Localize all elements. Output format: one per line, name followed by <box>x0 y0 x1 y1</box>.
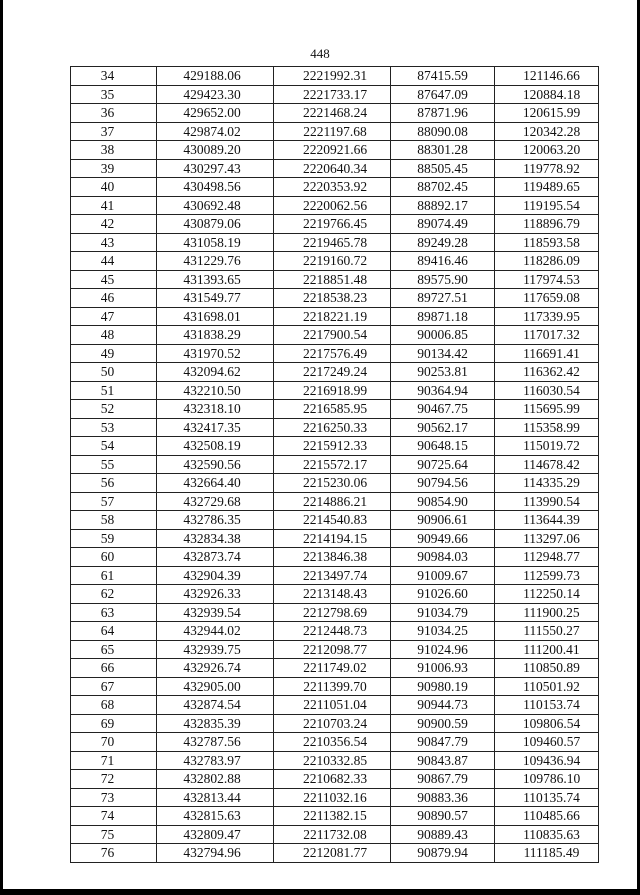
coordinate-table-body <box>71 67 599 863</box>
table-row <box>71 714 599 733</box>
value-b-cell: 120884.18 <box>495 85 599 104</box>
point-number-cell: 68 <box>71 696 157 715</box>
point-number-cell: 36 <box>71 104 157 123</box>
value-a-cell: 90890.57 <box>391 807 495 826</box>
value-a-cell: 90906.61 <box>391 511 495 530</box>
point-number-cell: 74 <box>71 807 157 826</box>
easting-cell: 432815.63 <box>157 807 274 826</box>
easting-cell: 431229.76 <box>157 252 274 271</box>
point-number-cell: 42 <box>71 215 157 234</box>
table-row <box>71 529 599 548</box>
value-a-cell: 90725.64 <box>391 455 495 474</box>
easting-cell: 432905.00 <box>157 677 274 696</box>
point-number-cell: 52 <box>71 400 157 419</box>
northing-cell: 2216918.99 <box>274 381 391 400</box>
easting-cell: 430692.48 <box>157 196 274 215</box>
point-number-cell: 43 <box>71 233 157 252</box>
northing-cell: 2212098.77 <box>274 640 391 659</box>
value-a-cell: 91009.67 <box>391 566 495 585</box>
table-row <box>71 696 599 715</box>
table-row <box>71 770 599 789</box>
value-b-cell: 109460.57 <box>495 733 599 752</box>
northing-cell: 2220640.34 <box>274 159 391 178</box>
table-row <box>71 566 599 585</box>
point-number-cell: 58 <box>71 511 157 530</box>
value-b-cell: 120063.20 <box>495 141 599 160</box>
value-b-cell: 114678.42 <box>495 455 599 474</box>
value-a-cell: 90364.94 <box>391 381 495 400</box>
value-b-cell: 111200.41 <box>495 640 599 659</box>
easting-cell: 432787.56 <box>157 733 274 752</box>
value-a-cell: 90843.87 <box>391 751 495 770</box>
table-row <box>71 677 599 696</box>
table-row <box>71 159 599 178</box>
easting-cell: 432664.40 <box>157 474 274 493</box>
point-number-cell: 71 <box>71 751 157 770</box>
value-a-cell: 90648.15 <box>391 437 495 456</box>
easting-cell: 431393.65 <box>157 270 274 289</box>
point-number-cell: 69 <box>71 714 157 733</box>
table-row <box>71 788 599 807</box>
value-b-cell: 112599.73 <box>495 566 599 585</box>
point-number-cell: 64 <box>71 622 157 641</box>
table-row <box>71 844 599 863</box>
easting-cell: 432874.54 <box>157 696 274 715</box>
northing-cell: 2213148.43 <box>274 585 391 604</box>
easting-cell: 432926.33 <box>157 585 274 604</box>
table-row <box>71 437 599 456</box>
northing-cell: 2210703.24 <box>274 714 391 733</box>
northing-cell: 2214886.21 <box>274 492 391 511</box>
table-row <box>71 307 599 326</box>
table-row <box>71 104 599 123</box>
table-row <box>71 492 599 511</box>
table-row <box>71 141 599 160</box>
point-number-cell: 60 <box>71 548 157 567</box>
value-a-cell: 87871.96 <box>391 104 495 123</box>
value-b-cell: 110850.89 <box>495 659 599 678</box>
point-number-cell: 66 <box>71 659 157 678</box>
northing-cell: 2212798.69 <box>274 603 391 622</box>
northing-cell: 2210332.85 <box>274 751 391 770</box>
point-number-cell: 61 <box>71 566 157 585</box>
easting-cell: 432904.39 <box>157 566 274 585</box>
point-number-cell: 40 <box>71 178 157 197</box>
point-number-cell: 73 <box>71 788 157 807</box>
point-number-cell: 62 <box>71 585 157 604</box>
table-row <box>71 418 599 437</box>
value-b-cell: 113644.39 <box>495 511 599 530</box>
point-number-cell: 51 <box>71 381 157 400</box>
point-number-cell: 54 <box>71 437 157 456</box>
value-a-cell: 91006.93 <box>391 659 495 678</box>
value-a-cell: 91024.96 <box>391 640 495 659</box>
value-a-cell: 90847.79 <box>391 733 495 752</box>
easting-cell: 432834.38 <box>157 529 274 548</box>
value-a-cell: 90889.43 <box>391 825 495 844</box>
northing-cell: 2216585.95 <box>274 400 391 419</box>
value-b-cell: 116691.41 <box>495 344 599 363</box>
value-a-cell: 91026.60 <box>391 585 495 604</box>
easting-cell: 430297.43 <box>157 159 274 178</box>
northing-cell: 2211382.15 <box>274 807 391 826</box>
northing-cell: 2210356.54 <box>274 733 391 752</box>
value-b-cell: 117017.32 <box>495 326 599 345</box>
value-b-cell: 112250.14 <box>495 585 599 604</box>
value-b-cell: 109436.94 <box>495 751 599 770</box>
point-number-cell: 46 <box>71 289 157 308</box>
easting-cell: 432939.75 <box>157 640 274 659</box>
easting-cell: 430498.56 <box>157 178 274 197</box>
northing-cell: 2213497.74 <box>274 566 391 585</box>
value-b-cell: 119489.65 <box>495 178 599 197</box>
value-a-cell: 87415.59 <box>391 67 495 86</box>
table-row <box>71 751 599 770</box>
point-number-cell: 44 <box>71 252 157 271</box>
value-b-cell: 120615.99 <box>495 104 599 123</box>
value-a-cell: 91034.79 <box>391 603 495 622</box>
northing-cell: 2219766.45 <box>274 215 391 234</box>
point-number-cell: 35 <box>71 85 157 104</box>
table-row <box>71 122 599 141</box>
table-row <box>71 363 599 382</box>
value-a-cell: 88505.45 <box>391 159 495 178</box>
northing-cell: 2221197.68 <box>274 122 391 141</box>
easting-cell: 432939.54 <box>157 603 274 622</box>
northing-cell: 2217900.54 <box>274 326 391 345</box>
table-row <box>71 252 599 271</box>
value-b-cell: 111900.25 <box>495 603 599 622</box>
table-row <box>71 326 599 345</box>
northing-cell: 2215230.06 <box>274 474 391 493</box>
northing-cell: 2213846.38 <box>274 548 391 567</box>
easting-cell: 432417.35 <box>157 418 274 437</box>
point-number-cell: 53 <box>71 418 157 437</box>
table-row <box>71 381 599 400</box>
point-number-cell: 75 <box>71 825 157 844</box>
value-a-cell: 90253.81 <box>391 363 495 382</box>
value-a-cell: 90980.19 <box>391 677 495 696</box>
value-a-cell: 88090.08 <box>391 122 495 141</box>
value-b-cell: 110153.74 <box>495 696 599 715</box>
value-a-cell: 89871.18 <box>391 307 495 326</box>
northing-cell: 2215912.33 <box>274 437 391 456</box>
value-b-cell: 121146.66 <box>495 67 599 86</box>
value-a-cell: 90949.66 <box>391 529 495 548</box>
table-row <box>71 603 599 622</box>
value-b-cell: 113990.54 <box>495 492 599 511</box>
easting-cell: 432944.02 <box>157 622 274 641</box>
value-a-cell: 90134.42 <box>391 344 495 363</box>
point-number-cell: 47 <box>71 307 157 326</box>
value-b-cell: 115358.99 <box>495 418 599 437</box>
value-a-cell: 89575.90 <box>391 270 495 289</box>
northing-cell: 2217249.24 <box>274 363 391 382</box>
table-row <box>71 474 599 493</box>
value-a-cell: 91034.25 <box>391 622 495 641</box>
value-b-cell: 117339.95 <box>495 307 599 326</box>
value-a-cell: 89074.49 <box>391 215 495 234</box>
value-a-cell: 88892.17 <box>391 196 495 215</box>
value-a-cell: 89416.46 <box>391 252 495 271</box>
northing-cell: 2221733.17 <box>274 85 391 104</box>
value-b-cell: 119778.92 <box>495 159 599 178</box>
value-a-cell: 90794.56 <box>391 474 495 493</box>
table-row <box>71 455 599 474</box>
table-row <box>71 807 599 826</box>
easting-cell: 429874.02 <box>157 122 274 141</box>
value-b-cell: 109786.10 <box>495 770 599 789</box>
easting-cell: 431838.29 <box>157 326 274 345</box>
value-b-cell: 119195.54 <box>495 196 599 215</box>
value-b-cell: 113297.06 <box>495 529 599 548</box>
easting-cell: 430879.06 <box>157 215 274 234</box>
easting-cell: 432094.62 <box>157 363 274 382</box>
value-a-cell: 90883.36 <box>391 788 495 807</box>
northing-cell: 2211749.02 <box>274 659 391 678</box>
value-a-cell: 88702.45 <box>391 178 495 197</box>
value-a-cell: 90006.85 <box>391 326 495 345</box>
easting-cell: 429652.00 <box>157 104 274 123</box>
northing-cell: 2217576.49 <box>274 344 391 363</box>
easting-cell: 432786.35 <box>157 511 274 530</box>
easting-cell: 432835.39 <box>157 714 274 733</box>
easting-cell: 431698.01 <box>157 307 274 326</box>
point-number-cell: 76 <box>71 844 157 863</box>
table-row <box>71 215 599 234</box>
point-number-cell: 72 <box>71 770 157 789</box>
northing-cell: 2219465.78 <box>274 233 391 252</box>
table-row <box>71 640 599 659</box>
northing-cell: 2220921.66 <box>274 141 391 160</box>
easting-cell: 429188.06 <box>157 67 274 86</box>
northing-cell: 2218538.23 <box>274 289 391 308</box>
easting-cell: 432809.47 <box>157 825 274 844</box>
easting-cell: 432590.56 <box>157 455 274 474</box>
value-b-cell: 118286.09 <box>495 252 599 271</box>
point-number-cell: 65 <box>71 640 157 659</box>
northing-cell: 2218851.48 <box>274 270 391 289</box>
point-number-cell: 50 <box>71 363 157 382</box>
northing-cell: 2214194.15 <box>274 529 391 548</box>
northing-cell: 2221468.24 <box>274 104 391 123</box>
northing-cell: 2211399.70 <box>274 677 391 696</box>
easting-cell: 432210.50 <box>157 381 274 400</box>
northing-cell: 2211032.16 <box>274 788 391 807</box>
table-row <box>71 85 599 104</box>
point-number-cell: 67 <box>71 677 157 696</box>
value-b-cell: 114335.29 <box>495 474 599 493</box>
table-row <box>71 400 599 419</box>
value-b-cell: 116362.42 <box>495 363 599 382</box>
easting-cell: 432318.10 <box>157 400 274 419</box>
value-b-cell: 111185.49 <box>495 844 599 863</box>
table-row <box>71 733 599 752</box>
northing-cell: 2216250.33 <box>274 418 391 437</box>
value-b-cell: 111550.27 <box>495 622 599 641</box>
point-number-cell: 59 <box>71 529 157 548</box>
northing-cell: 2211051.04 <box>274 696 391 715</box>
easting-cell: 432926.74 <box>157 659 274 678</box>
table-row <box>71 196 599 215</box>
northing-cell: 2214540.83 <box>274 511 391 530</box>
table-row <box>71 659 599 678</box>
northing-cell: 2220353.92 <box>274 178 391 197</box>
value-b-cell: 112948.77 <box>495 548 599 567</box>
value-a-cell: 90900.59 <box>391 714 495 733</box>
easting-cell: 431970.52 <box>157 344 274 363</box>
value-b-cell: 120342.28 <box>495 122 599 141</box>
point-number-cell: 70 <box>71 733 157 752</box>
value-b-cell: 109806.54 <box>495 714 599 733</box>
page-number: 448 <box>310 46 330 61</box>
easting-cell: 432794.96 <box>157 844 274 863</box>
northing-cell: 2219160.72 <box>274 252 391 271</box>
point-number-cell: 41 <box>71 196 157 215</box>
northing-cell: 2210682.33 <box>274 770 391 789</box>
table-row <box>71 178 599 197</box>
coordinate-table <box>70 66 599 863</box>
easting-cell: 432508.19 <box>157 437 274 456</box>
point-number-cell: 37 <box>71 122 157 141</box>
easting-cell: 432813.44 <box>157 788 274 807</box>
easting-cell: 430089.20 <box>157 141 274 160</box>
easting-cell: 431058.19 <box>157 233 274 252</box>
value-a-cell: 90944.73 <box>391 696 495 715</box>
point-number-cell: 39 <box>71 159 157 178</box>
scan-left-edge <box>0 0 3 895</box>
point-number-cell: 34 <box>71 67 157 86</box>
value-b-cell: 117974.53 <box>495 270 599 289</box>
coordinate-table-container <box>70 66 598 863</box>
northing-cell: 2221992.31 <box>274 67 391 86</box>
value-a-cell: 90867.79 <box>391 770 495 789</box>
value-b-cell: 115019.72 <box>495 437 599 456</box>
value-a-cell: 90854.90 <box>391 492 495 511</box>
value-a-cell: 89727.51 <box>391 289 495 308</box>
value-b-cell: 110135.74 <box>495 788 599 807</box>
scan-bottom-edge <box>0 889 640 895</box>
point-number-cell: 56 <box>71 474 157 493</box>
table-row <box>71 344 599 363</box>
value-b-cell: 118593.58 <box>495 233 599 252</box>
northing-cell: 2211732.08 <box>274 825 391 844</box>
northing-cell: 2220062.56 <box>274 196 391 215</box>
point-number-cell: 57 <box>71 492 157 511</box>
table-row <box>71 548 599 567</box>
northing-cell: 2212448.73 <box>274 622 391 641</box>
value-b-cell: 110501.92 <box>495 677 599 696</box>
point-number-cell: 38 <box>71 141 157 160</box>
easting-cell: 432729.68 <box>157 492 274 511</box>
point-number-cell: 55 <box>71 455 157 474</box>
point-number-cell: 48 <box>71 326 157 345</box>
value-a-cell: 90467.75 <box>391 400 495 419</box>
value-b-cell: 117659.08 <box>495 289 599 308</box>
table-row <box>71 585 599 604</box>
value-a-cell: 87647.09 <box>391 85 495 104</box>
table-row <box>71 622 599 641</box>
easting-cell: 429423.30 <box>157 85 274 104</box>
value-b-cell: 110835.63 <box>495 825 599 844</box>
value-a-cell: 90879.94 <box>391 844 495 863</box>
northing-cell: 2218221.19 <box>274 307 391 326</box>
value-a-cell: 88301.28 <box>391 141 495 160</box>
point-number-cell: 63 <box>71 603 157 622</box>
value-a-cell: 90984.03 <box>391 548 495 567</box>
value-b-cell: 110485.66 <box>495 807 599 826</box>
table-row <box>71 825 599 844</box>
easting-cell: 432802.88 <box>157 770 274 789</box>
value-a-cell: 90562.17 <box>391 418 495 437</box>
easting-cell: 432873.74 <box>157 548 274 567</box>
northing-cell: 2212081.77 <box>274 844 391 863</box>
point-number-cell: 49 <box>71 344 157 363</box>
northing-cell: 2215572.17 <box>274 455 391 474</box>
value-a-cell: 89249.28 <box>391 233 495 252</box>
value-b-cell: 116030.54 <box>495 381 599 400</box>
table-row <box>71 270 599 289</box>
value-b-cell: 115695.99 <box>495 400 599 419</box>
table-row <box>71 233 599 252</box>
value-b-cell: 118896.79 <box>495 215 599 234</box>
easting-cell: 432783.97 <box>157 751 274 770</box>
table-row <box>71 67 599 86</box>
point-number-cell: 45 <box>71 270 157 289</box>
table-row <box>71 289 599 308</box>
table-row <box>71 511 599 530</box>
easting-cell: 431549.77 <box>157 289 274 308</box>
